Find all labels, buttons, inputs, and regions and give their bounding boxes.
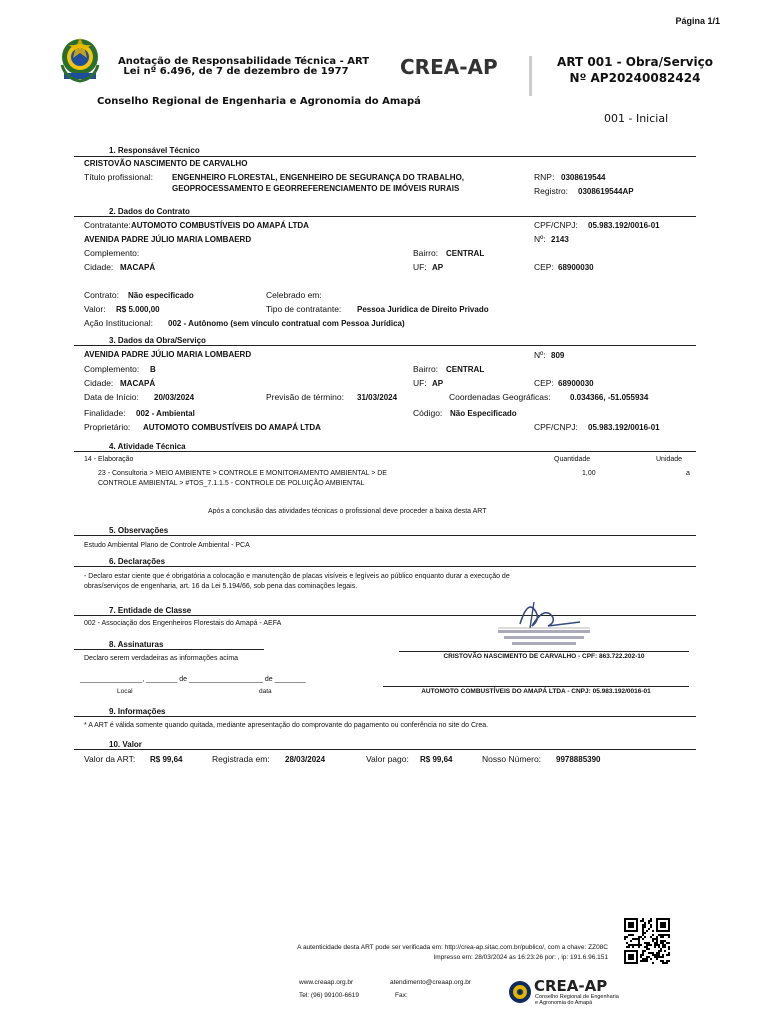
obra-n-value: 809 bbox=[551, 351, 565, 360]
contrato-cep-label: CEP: bbox=[534, 262, 554, 272]
contrato-cep-value: 68900030 bbox=[558, 263, 594, 272]
nosso-numero-value: 9978885390 bbox=[556, 755, 601, 764]
obra-cep-value: 68900030 bbox=[558, 379, 594, 388]
registro-label: Registro: bbox=[534, 186, 569, 196]
finalidade-value: 002 - Ambiental bbox=[136, 409, 195, 418]
obra-complemento-label: Complemento: bbox=[84, 364, 140, 374]
obra-cep-label: CEP: bbox=[534, 378, 554, 388]
contrato-cpf-value: 05.983.192/0016-01 bbox=[588, 221, 660, 230]
section-5-rule bbox=[74, 535, 696, 536]
section-2-rule bbox=[74, 216, 696, 217]
celebrado-label: Celebrado em: bbox=[266, 290, 322, 300]
section-8-rule bbox=[74, 649, 264, 650]
art-type: ART 001 - Obra/Serviço bbox=[557, 55, 713, 69]
footer-email[interactable]: atendimento@creaap.org.br bbox=[390, 979, 472, 986]
quantity-header: Quantidade bbox=[554, 456, 591, 463]
observacoes-text: Estudo Ambiental Plano de Controle Ambiental - PCA bbox=[84, 542, 250, 549]
acao-label: Ação Institucional: bbox=[84, 318, 153, 328]
footer-fax: Fax: bbox=[395, 992, 408, 999]
section-1-rule bbox=[74, 156, 696, 157]
contrato-bairro-label: Bairro: bbox=[413, 248, 439, 258]
obra-complemento-value: B bbox=[150, 365, 156, 374]
footer-logo-sub2: e Agronomia do Amapá bbox=[535, 1000, 593, 1006]
section-3-title: 3. Dados da Obra/Serviço bbox=[105, 336, 210, 345]
codigo-value: Não Especificado bbox=[450, 409, 517, 418]
local-label: Local bbox=[117, 688, 133, 695]
declaracoes-line2: obras/serviços de engenharia, art. 16 da Lei 5.194/66, sob pena das cominações legais. bbox=[84, 583, 358, 590]
obra-cpf-value: 05.983.192/0016-01 bbox=[588, 423, 660, 432]
valor-pago-value: R$ 99,64 bbox=[420, 755, 453, 764]
coord-label: Coordenadas Geográficas: bbox=[449, 392, 551, 402]
declaro-text: Declaro serem verdadeiras as informações acima bbox=[84, 655, 239, 662]
section-9-title: 9. Informações bbox=[105, 707, 169, 716]
footer-printed: Impresso em: 28/03/2024 as 16:23:26 por: , ip: 191.6.96.151 bbox=[433, 954, 608, 961]
section-10-rule bbox=[74, 749, 696, 750]
informacoes-text: * A ART é válida somente quando quitada, mediante apresentação do comprovante do pagamento ou conferência no site do Crea. bbox=[84, 722, 489, 729]
signer-1: CRISTOVÃO NASCIMENTO DE CARVALHO - CPF: 863.722.202-10 bbox=[443, 653, 645, 660]
titulo-line2: GEOPROCESSAMENTO E GEORREFERENCIAMENTO DE IMÓVEIS RURAIS bbox=[172, 184, 460, 193]
contrato-complemento-label: Complemento: bbox=[84, 248, 140, 258]
obra-cpf-label: CPF/CNPJ: bbox=[534, 422, 578, 432]
footer-logo-sub1: Conselho Regional de Engenharia bbox=[535, 994, 619, 1000]
section-2-title: 2. Dados do Contrato bbox=[105, 207, 194, 216]
activity-quantity: 1,00 bbox=[582, 470, 596, 477]
section-7-title: 7. Entidade de Classe bbox=[105, 606, 195, 615]
data-label: data bbox=[259, 688, 272, 695]
tipo-label: Tipo de contratante: bbox=[266, 304, 342, 314]
responsavel-name: CRISTOVÃO NASCIMENTO DE CARVALHO bbox=[84, 159, 248, 168]
titulo-line1: ENGENHEIRO FLORESTAL, ENGENHEIRO DE SEGURANÇA DO TRABALHO, bbox=[172, 173, 465, 182]
contrato-label: Contrato: bbox=[84, 290, 119, 300]
crea-logo-icon bbox=[508, 980, 532, 1004]
section-10-title: 10. Valor bbox=[105, 740, 146, 749]
header-title-line1: Anotação de Responsabilidade Técnica - ART bbox=[118, 56, 370, 67]
proprietario-value: AUTOMOTO COMBUSTÍVEIS DO AMAPÁ LTDA bbox=[143, 423, 321, 432]
obra-endereco: AVENIDA PADRE JÚLIO MARIA LOMBAERD bbox=[84, 350, 252, 359]
contratante-label: Contratante: bbox=[84, 220, 131, 230]
signer-2: AUTOMOTO COMBUSTÍVEIS DO AMAPÁ LTDA - CNPJ: 05.983.192/0016-01 bbox=[421, 688, 651, 695]
previsao-value: 31/03/2024 bbox=[357, 393, 398, 402]
handwritten-signature bbox=[490, 592, 600, 652]
section-9-rule bbox=[74, 716, 696, 717]
finalidade-label: Finalidade: bbox=[84, 408, 126, 418]
proprietario-label: Proprietário: bbox=[84, 422, 131, 432]
nosso-numero-label: Nosso Número: bbox=[482, 754, 542, 764]
inicio-label: Data de Início: bbox=[84, 392, 139, 402]
activity-unit: a bbox=[686, 470, 690, 477]
obra-n-label: Nº: bbox=[534, 350, 546, 360]
rnp-value: 0308619544 bbox=[561, 173, 606, 182]
section-5-title: 5. Observações bbox=[105, 526, 172, 535]
footer-site[interactable]: www.creaap.org.br bbox=[299, 979, 354, 986]
contrato-cidade-value: MACAPÁ bbox=[120, 263, 156, 272]
registrada-value: 28/03/2024 bbox=[285, 755, 326, 764]
valor-value: R$ 5.000,00 bbox=[116, 305, 160, 314]
council-name: Conselho Regional de Engenharia e Agronomia do Amapá bbox=[97, 96, 421, 107]
header-divider bbox=[529, 56, 532, 96]
coord-value: 0.034366, -51.055934 bbox=[570, 393, 649, 402]
art-status: 001 - Inicial bbox=[604, 112, 669, 125]
valor-label: Valor: bbox=[84, 304, 106, 314]
contrato-uf-label: UF: bbox=[413, 262, 427, 272]
tipo-value: Pessoa Juridica de Direito Privado bbox=[357, 305, 489, 314]
activity-item-line1: 23 - Consultoria > MEIO AMBIENTE > CONTROLE E MONITORAMENTO AMBIENTAL > DE bbox=[98, 470, 387, 477]
obra-cidade-label: Cidade: bbox=[84, 378, 114, 388]
qr-code-icon bbox=[624, 918, 670, 964]
signature-line-1 bbox=[399, 651, 689, 652]
brasao-icon bbox=[58, 35, 102, 85]
obra-uf-value: AP bbox=[432, 379, 444, 388]
contrato-uf-value: AP bbox=[432, 263, 444, 272]
section-7-rule bbox=[74, 615, 696, 616]
previsao-label: Previsão de término: bbox=[266, 392, 344, 402]
section-4-rule bbox=[74, 451, 696, 452]
section-4-title: 4. Atividade Técnica bbox=[105, 442, 190, 451]
codigo-label: Código: bbox=[413, 408, 443, 418]
section-3-rule bbox=[74, 345, 696, 346]
footer-auth: A autenticidade desta ART pode ser verificada em: http://crea-ap.sitac.com.br/publico/, com a chave: ZZ08C bbox=[297, 944, 608, 951]
header-brand: CREA-AP bbox=[400, 55, 498, 79]
obra-bairro-label: Bairro: bbox=[413, 364, 439, 374]
activity-name: 14 - Elaboração bbox=[84, 456, 134, 463]
section-1-title: 1. Responsável Técnico bbox=[105, 146, 204, 155]
entidade-text: 002 - Associação dos Engenheiros Florestais do Amapá - AEFA bbox=[84, 620, 282, 627]
activity-note: Após a conclusão das atividades técnicas o profissional deve proceder a baixa desta ART bbox=[208, 508, 487, 515]
footer-logo-text: CREA-AP bbox=[534, 977, 608, 995]
activity-item-line2: CONTROLE AMBIENTAL > #TOS_7.1.1.5 - CONTROLE DE POLUIÇÃO AMBIENTAL bbox=[98, 480, 365, 487]
contrato-cidade-label: Cidade: bbox=[84, 262, 114, 272]
registro-value: 0308619544AP bbox=[578, 187, 634, 196]
obra-cidade-value: MACAPÁ bbox=[120, 379, 156, 388]
signature-line-2 bbox=[383, 686, 689, 687]
declaracoes-line1: - Declaro estar ciente que é obrigatória a colocação e manutenção de placas visíveis e legíveis ao público enquanto durar a execução de bbox=[84, 573, 510, 580]
contrato-n-label: Nº: bbox=[534, 234, 546, 244]
valor-art-value: R$ 99,64 bbox=[150, 755, 183, 764]
unit-header: Unidade bbox=[656, 456, 683, 463]
header-title-line2: Lei nº 6.496, de 7 de dezembro de 1977 bbox=[123, 66, 349, 77]
footer-tel: Tel: (96) 99100-6619 bbox=[299, 992, 359, 999]
contratante-value: AUTOMOTO COMBUSTÍVEIS DO AMAPÁ LTDA bbox=[131, 221, 309, 230]
section-8-title: 8. Assinaturas bbox=[105, 640, 167, 649]
page-number: Página 1/1 bbox=[675, 16, 720, 26]
date-line: ________________, ________ de ___________________ de ________ bbox=[80, 676, 306, 683]
inicio-value: 20/03/2024 bbox=[154, 393, 195, 402]
registrada-label: Registrada em: bbox=[212, 754, 270, 764]
obra-uf-label: UF: bbox=[413, 378, 427, 388]
titulo-label: Título profissional: bbox=[84, 172, 153, 182]
acao-value: 002 - Autônomo (sem vínculo contratual com Pessoa Jurídica) bbox=[168, 319, 405, 328]
contrato-value: Não especificado bbox=[128, 291, 194, 300]
contrato-bairro-value: CENTRAL bbox=[446, 249, 485, 258]
contrato-endereco: AVENIDA PADRE JÚLIO MARIA LOMBAERD bbox=[84, 235, 252, 244]
section-6-title: 6. Declarações bbox=[105, 557, 169, 566]
section-6-rule bbox=[74, 566, 696, 567]
valor-pago-label: Valor pago: bbox=[366, 754, 409, 764]
rnp-label: RNP: bbox=[534, 172, 555, 182]
obra-bairro-value: CENTRAL bbox=[446, 365, 485, 374]
art-number: Nº AP20240082424 bbox=[569, 71, 701, 85]
contrato-cpf-label: CPF/CNPJ: bbox=[534, 220, 578, 230]
valor-art-label: Valor da ART: bbox=[84, 754, 136, 764]
contrato-n-value: 2143 bbox=[551, 235, 569, 244]
